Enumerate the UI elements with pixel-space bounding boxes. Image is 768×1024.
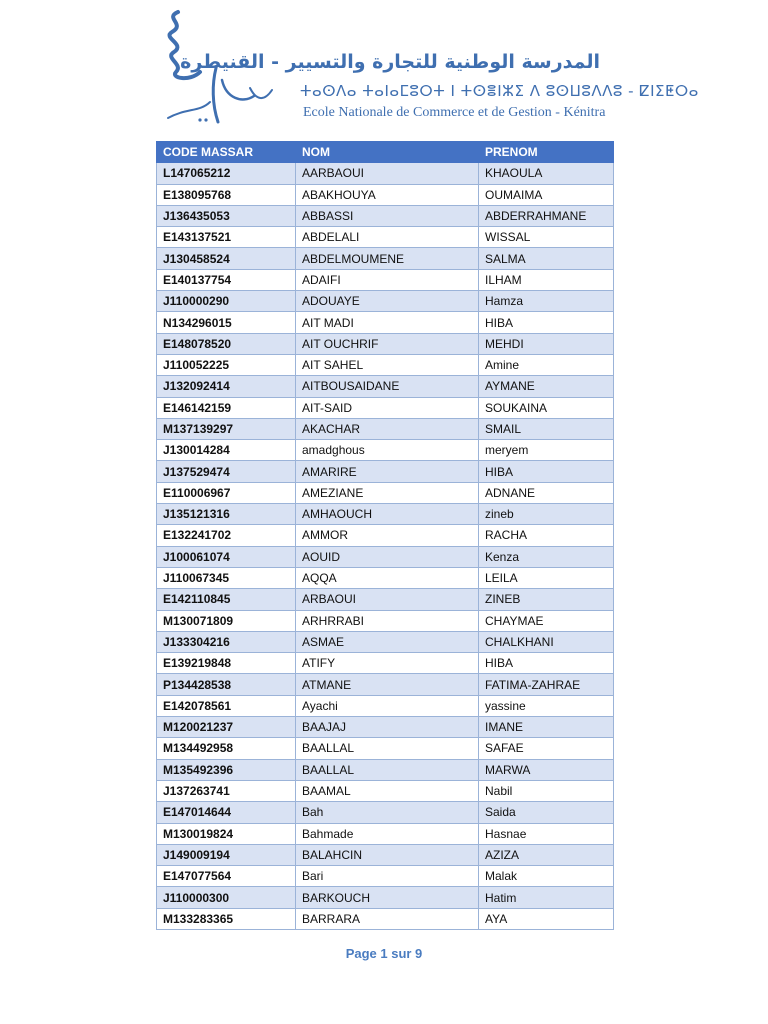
cell-prenom: CHAYMAE [479,610,614,631]
cell-nom: Ayachi [296,695,479,716]
cell-nom: AOUID [296,546,479,567]
cell-code-massar: E143137521 [157,227,296,248]
table-row [157,567,614,588]
cell-prenom: SAFAE [479,738,614,759]
cell-nom: amadghous [296,440,479,461]
cell-nom: ABAKHOUYA [296,184,479,205]
cell-prenom: KHAOULA [479,163,614,184]
cell-code-massar: J132092414 [157,376,296,397]
cell-code-massar: M134492958 [157,738,296,759]
cell-code-massar: P134428538 [157,674,296,695]
cell-code-massar: J110000300 [157,887,296,908]
table-row [157,205,614,226]
column-header-nom: NOM [296,142,479,163]
table-row [157,227,614,248]
cell-prenom: Hatim [479,887,614,908]
cell-nom: AKACHAR [296,418,479,439]
cell-code-massar: M137139297 [157,418,296,439]
cell-nom: Bah [296,802,479,823]
cell-code-massar: E146142159 [157,397,296,418]
table-row [157,823,614,844]
cell-code-massar: E110006967 [157,482,296,503]
cell-nom: AQQA [296,567,479,588]
cell-nom: AIT MADI [296,312,479,333]
page-footer: Page 1 sur 9 [345,946,423,961]
column-header-prenom: PRENOM [479,142,614,163]
table-body [157,163,614,930]
table-row [157,589,614,610]
cell-nom: Bari [296,866,479,887]
cell-nom: AMHAOUCH [296,504,479,525]
cell-prenom: SALMA [479,248,614,269]
cell-code-massar: E142110845 [157,589,296,610]
cell-prenom: MARWA [479,759,614,780]
students-table [156,141,614,930]
cell-prenom: RACHA [479,525,614,546]
cell-code-massar: M120021237 [157,717,296,738]
table-header-row [157,142,614,163]
cell-nom: BALAHCIN [296,844,479,865]
cell-nom: BARRARA [296,908,479,929]
cell-nom: ADOUAYE [296,291,479,312]
cell-prenom: AYA [479,908,614,929]
cell-code-massar: E140137754 [157,269,296,290]
table-row [157,163,614,184]
cell-code-massar: J130458524 [157,248,296,269]
table-row [157,717,614,738]
cell-nom: AIT-SAID [296,397,479,418]
cell-code-massar: E147077564 [157,866,296,887]
table-row [157,269,614,290]
table-row [157,844,614,865]
cell-prenom: HIBA [479,461,614,482]
table-row [157,504,614,525]
table-row [157,887,614,908]
cell-prenom: FATIMA-ZAHRAE [479,674,614,695]
cell-nom: BARKOUCH [296,887,479,908]
school-name-tifinagh: ⵜⴰⵙⴷⴰ ⵜⴰⵏⴰⵎⵓⵔⵜ ⵏ ⵜⵙⴻⵏⵣⵉ ⴷ ⵓⵙⵡⵓⴷⴷⵓ - ⵇⵏⵉⵟⵔⴰ [300,82,699,100]
table-row [157,291,614,312]
table-row [157,376,614,397]
cell-code-massar: E132241702 [157,525,296,546]
cell-nom: AARBAOUI [296,163,479,184]
cell-prenom: Hamza [479,291,614,312]
cell-prenom: ILHAM [479,269,614,290]
cell-code-massar: J136435053 [157,205,296,226]
cell-prenom: Kenza [479,546,614,567]
school-name-arabic: المدرسة الوطنية للتجارة والتسيير - القنيطرة [180,51,600,73]
cell-code-massar: J110000290 [157,291,296,312]
cell-nom: ABBASSI [296,205,479,226]
cell-code-massar: E148078520 [157,333,296,354]
table-row [157,631,614,652]
cell-prenom: meryem [479,440,614,461]
cell-nom: ABDELALI [296,227,479,248]
column-header-code-massar: CODE MASSAR [157,142,296,163]
cell-nom: ASMAE [296,631,479,652]
cell-prenom: CHALKHANI [479,631,614,652]
table-row [157,866,614,887]
cell-code-massar: J130014284 [157,440,296,461]
cell-prenom: SMAIL [479,418,614,439]
cell-nom: AITBOUSAIDANE [296,376,479,397]
table-row [157,354,614,375]
table-row [157,908,614,929]
cell-code-massar: J149009194 [157,844,296,865]
cell-code-massar: L147065212 [157,163,296,184]
cell-code-massar: J100061074 [157,546,296,567]
table-row [157,802,614,823]
cell-code-massar: E138095768 [157,184,296,205]
document-header [160,8,699,130]
cell-prenom: Nabil [479,780,614,801]
cell-nom: AMEZIANE [296,482,479,503]
cell-nom: AIT OUCHRIF [296,333,479,354]
table-row [157,184,614,205]
table-row [157,653,614,674]
table-row [157,780,614,801]
cell-code-massar: J110052225 [157,354,296,375]
cell-code-massar: M130019824 [157,823,296,844]
cell-prenom: AZIZA [479,844,614,865]
cell-nom: ARHRRABI [296,610,479,631]
cell-prenom: ZINEB [479,589,614,610]
cell-nom: AMARIRE [296,461,479,482]
cell-prenom: SOUKAINA [479,397,614,418]
cell-nom: AIT SAHEL [296,354,479,375]
table-row [157,418,614,439]
table-row [157,312,614,333]
cell-prenom: MEHDI [479,333,614,354]
table-row [157,397,614,418]
cell-prenom: Malak [479,866,614,887]
table-row [157,610,614,631]
table-row [157,440,614,461]
cell-code-massar: E147014644 [157,802,296,823]
school-name-french: Ecole Nationale de Commerce et de Gestion - Kénitra [303,105,606,120]
cell-nom: ADAIFI [296,269,479,290]
table-row [157,461,614,482]
cell-code-massar: N134296015 [157,312,296,333]
cell-nom: ARBAOUI [296,589,479,610]
cell-prenom: OUMAIMA [479,184,614,205]
table-row [157,674,614,695]
cell-nom: ATMANE [296,674,479,695]
cell-code-massar: M133283365 [157,908,296,929]
table-row [157,525,614,546]
cell-code-massar: J133304216 [157,631,296,652]
cell-code-massar: J137529474 [157,461,296,482]
cell-prenom: ADNANE [479,482,614,503]
cell-prenom: WISSAL [479,227,614,248]
cell-code-massar: J137263741 [157,780,296,801]
cell-prenom: HIBA [479,653,614,674]
cell-nom: BAALLAL [296,738,479,759]
cell-prenom: IMANE [479,717,614,738]
table-row [157,738,614,759]
cell-prenom: ABDERRAHMANE [479,205,614,226]
cell-prenom: AYMANE [479,376,614,397]
cell-code-massar: J110067345 [157,567,296,588]
cell-nom: BAAJAJ [296,717,479,738]
cell-nom: ATIFY [296,653,479,674]
cell-nom: ABDELMOUMENE [296,248,479,269]
cell-prenom: yassine [479,695,614,716]
cell-code-massar: J135121316 [157,504,296,525]
cell-nom: Bahmade [296,823,479,844]
table-row [157,759,614,780]
table-row [157,333,614,354]
cell-prenom: Amine [479,354,614,375]
cell-code-massar: E139219848 [157,653,296,674]
table-row [157,482,614,503]
cell-prenom: Saida [479,802,614,823]
table-row [157,695,614,716]
table-row [157,248,614,269]
cell-nom: BAALLAL [296,759,479,780]
cell-prenom: Hasnae [479,823,614,844]
cell-prenom: LEILA [479,567,614,588]
cell-prenom: HIBA [479,312,614,333]
cell-nom: AMMOR [296,525,479,546]
cell-prenom: zineb [479,504,614,525]
cell-code-massar: M135492396 [157,759,296,780]
cell-nom: BAAMAL [296,780,479,801]
table-row [157,546,614,567]
cell-code-massar: M130071809 [157,610,296,631]
cell-code-massar: E142078561 [157,695,296,716]
